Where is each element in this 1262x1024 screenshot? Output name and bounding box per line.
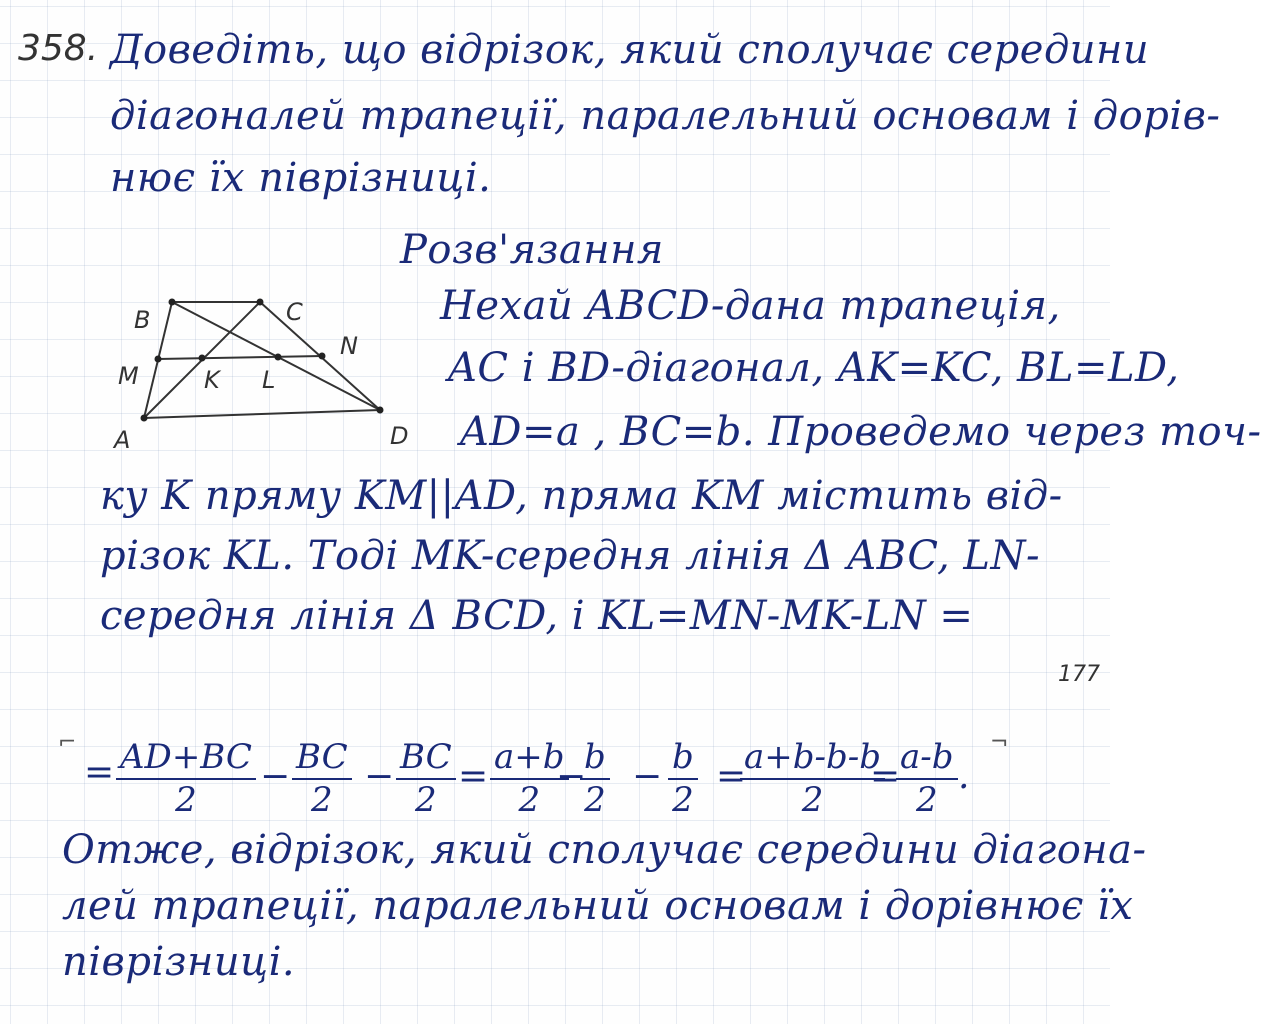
fraction-numerator: b (668, 738, 698, 780)
midline-mn (158, 356, 322, 359)
fraction-numerator: BC (396, 738, 456, 780)
point-k (199, 355, 206, 362)
point-n (319, 353, 326, 360)
label-c: C (286, 298, 303, 326)
formula-operator: − (364, 756, 395, 797)
solution-line-5: різок KL. Тоді MK-середня лінія Δ ABC, LN- (100, 533, 1041, 579)
label-l: L (262, 366, 276, 394)
formula-operator: = (716, 756, 747, 797)
fraction-numerator: a-b (896, 738, 958, 780)
fraction-denominator: 2 (415, 780, 437, 820)
formula-fraction (580, 738, 610, 820)
page-number: 177 (1058, 662, 1100, 687)
fraction-numerator: b (580, 738, 610, 780)
formula-operator: . (958, 756, 970, 797)
formula-operator: − (556, 756, 587, 797)
formula-fraction (396, 738, 456, 820)
formula-operator: = (870, 756, 901, 797)
solution-line-3: AD=a , BC=b. Проведемо через точ- (460, 409, 1262, 455)
trapezoid-diagram (100, 280, 420, 460)
label-m: M (118, 362, 139, 390)
solution-line-6: середня лінія Δ BCD, і KL=MN-MK-LN = (100, 593, 974, 639)
label-b: B (134, 306, 151, 334)
fraction-denominator: 2 (915, 780, 938, 820)
problem-line-2: діагоналей трапеції, паралельний основам і дорів- (110, 93, 1221, 139)
fraction-numerator: BC (292, 738, 352, 780)
fraction-denominator: 2 (518, 780, 541, 820)
conclusion-line-2: лей трапеції, паралельний основам і дорівнює їх (62, 883, 1134, 929)
formula-fraction (740, 738, 885, 820)
problem-number: 358. (18, 28, 99, 69)
fraction-numerator: AD+BC (116, 738, 256, 780)
solution-line-4: ку K пряму KM||AD, пряма KM містить від- (100, 473, 1063, 519)
fraction-denominator: 2 (584, 780, 606, 820)
conclusion-line-3: піврізниці. (62, 939, 296, 985)
formula-corner-right: ¬ (990, 730, 1009, 755)
conclusion-line-1: Отже, відрізок, який сполучає середини діагона- (62, 827, 1147, 873)
point-l (275, 354, 282, 361)
point-c (257, 299, 264, 306)
formula-fraction (896, 738, 958, 820)
fraction-denominator: 2 (672, 780, 694, 820)
formula-corner-left: ⌐ (58, 730, 77, 755)
point-b (169, 299, 176, 306)
formula-lead: = (84, 752, 115, 793)
formula-fraction (292, 738, 352, 820)
fraction-denominator: 2 (801, 780, 824, 820)
solution-line-1: Нехай ABCD-дана трапеція, (440, 283, 1061, 329)
formula-operator: − (260, 756, 291, 797)
formula-operator: − (632, 756, 663, 797)
problem-line-3: нює їх піврізниці. (110, 155, 492, 201)
label-n: N (340, 332, 358, 360)
fraction-numerator: a+b-b-b (740, 738, 885, 780)
point-m (155, 356, 162, 363)
fraction-numerator: a+b (490, 738, 569, 780)
point-a (141, 415, 148, 422)
solution-heading: Розв'язання (400, 227, 664, 273)
formula-fraction (490, 738, 569, 820)
formula-operator: = (458, 756, 489, 797)
formula-fraction (668, 738, 698, 820)
side-ad (144, 410, 380, 418)
solution-line-2: AC і BD-діагонал, AK=KC, BL=LD, (448, 345, 1180, 391)
fraction-denominator: 2 (311, 780, 333, 820)
label-k: K (204, 366, 220, 394)
label-d: D (390, 422, 409, 450)
problem-line-1: Доведіть, що відрізок, який сполучає середини (110, 27, 1150, 73)
point-d (377, 407, 384, 414)
formula-fraction (116, 738, 256, 820)
label-a: A (114, 426, 131, 454)
fraction-denominator: 2 (175, 780, 197, 820)
